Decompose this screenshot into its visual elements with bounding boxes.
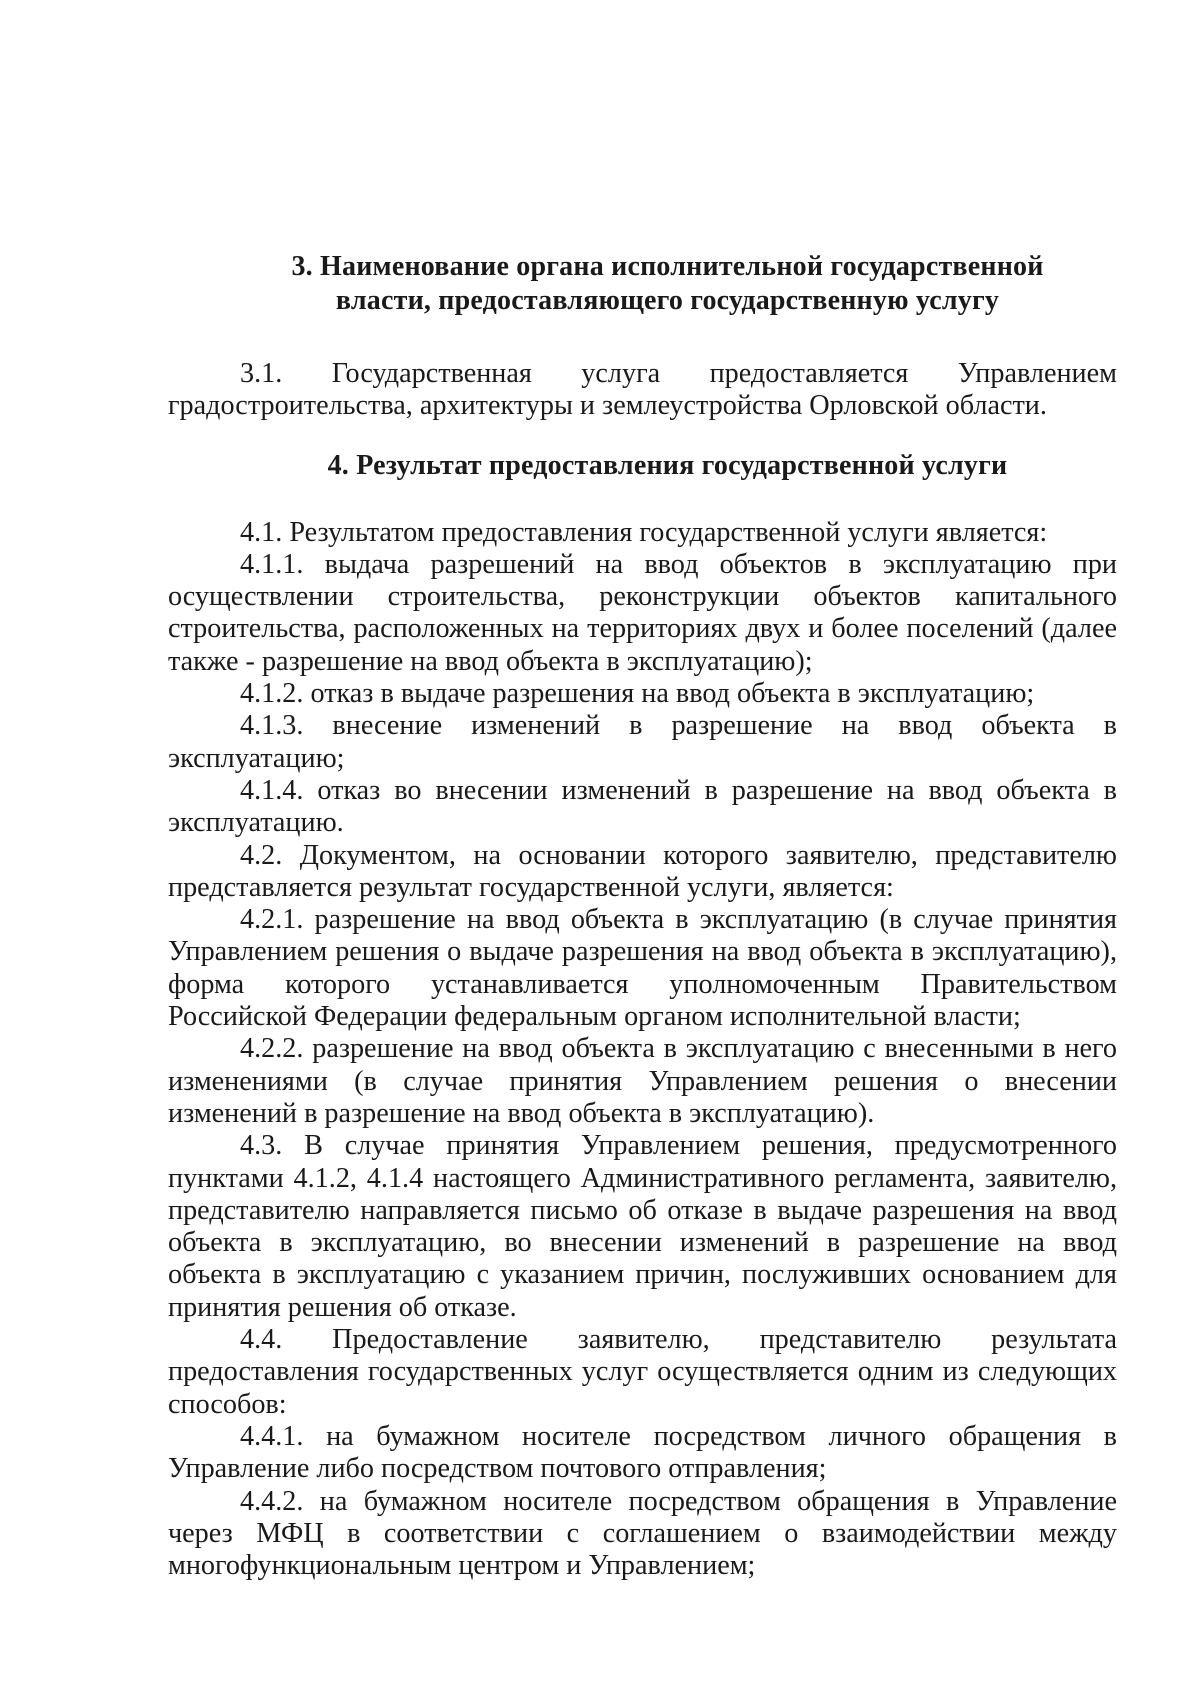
paragraph-4-2: 4.2. Документом, на основании которого заявителю, представителю представляется результат государственной услуги, является: [168,839,1117,903]
paragraph-4-4-1: 4.4.1. на бумажном носителе посредством личного обращения в Управление либо посредством почтового отправления; [168,1420,1117,1485]
paragraph-4-1: 4.1. Результатом предоставления государственной услуги является: [240,516,1048,548]
section-4-heading: 4. Результат предоставления государственной услуги [327,449,1008,481]
paragraph-4-1-4: 4.1.4. отказ во внесении изменений в разрешение на ввод объекта в эксплуатацию. [168,774,1117,839]
paragraph-4-3: 4.3. В случае принятия Управлением решения, предусмотренного пунктами 4.1.2, 4.1.4 настоящего Административного регламента, заявителю, представителю направляется письмо об отказе в выдаче разрешения на ввод объекта в эксплуатацию, во внесении изменений в разрешение на ввод объекта в эксплуатацию с указанием причин, послуживших основанием для принятия решения об отказе. [168,1130,1117,1323]
paragraph-4-1-1: 4.1.1. выдача разрешений на ввод объектов в эксплуатацию при осуществлении строительства, реконструкции объектов капитального строительства, расположенных на территориях двух и более поселений (далее также - разрешение на ввод объекта в эксплуатацию); [168,548,1117,677]
paragraph-3-1: 3.1. Государственная услуга предоставляется Управлением градостроительства, архитектуры и землеустройства Орловской области. [168,358,1117,422]
section-3-heading-line2: власти, предоставляющего государственную услугу [335,285,1000,316]
paragraph-4-2-2: 4.2.2. разрешение на ввод объекта в эксплуатацию с внесенными в него изменениями (в случае принятия Управлением решения о внесении изменений в разрешение на ввод объекта в эксплуатацию). [168,1033,1117,1129]
paragraph-4-1-3: 4.1.3. внесение изменений в разрешение на ввод объекта в эксплуатацию; [168,710,1117,774]
paragraph-4-2-1: 4.2.1. разрешение на ввод объекта в эксплуатацию (в случае принятия Управлением решения о выдаче разрешения на ввод объекта в эксплуатацию), форма которого устанавливается уполномоченным Правительством Российской Федерации федеральным органом исполнительной власти; [168,904,1117,1033]
document-page [168,250,1117,1582]
paragraph-4-4: 4.4. Предоставление заявителю, представителю результата предоставления государственных услуг осуществляется одним из следующих способов: [168,1324,1117,1420]
paragraph-4-1-2: 4.1.2. отказ в выдаче разрешения на ввод объекта в эксплуатацию; [240,678,1035,710]
paragraph-4-4-2: 4.4.2. на бумажном носителе посредством обращения в Управление через МФЦ в соответствии с соглашением о взаимодействии между многофункциональным центром и Управлением; [168,1485,1117,1582]
section-3-heading [168,250,1117,318]
section-3-heading-line1: 3. Наименование органа исполнительной государственной [291,251,1044,282]
